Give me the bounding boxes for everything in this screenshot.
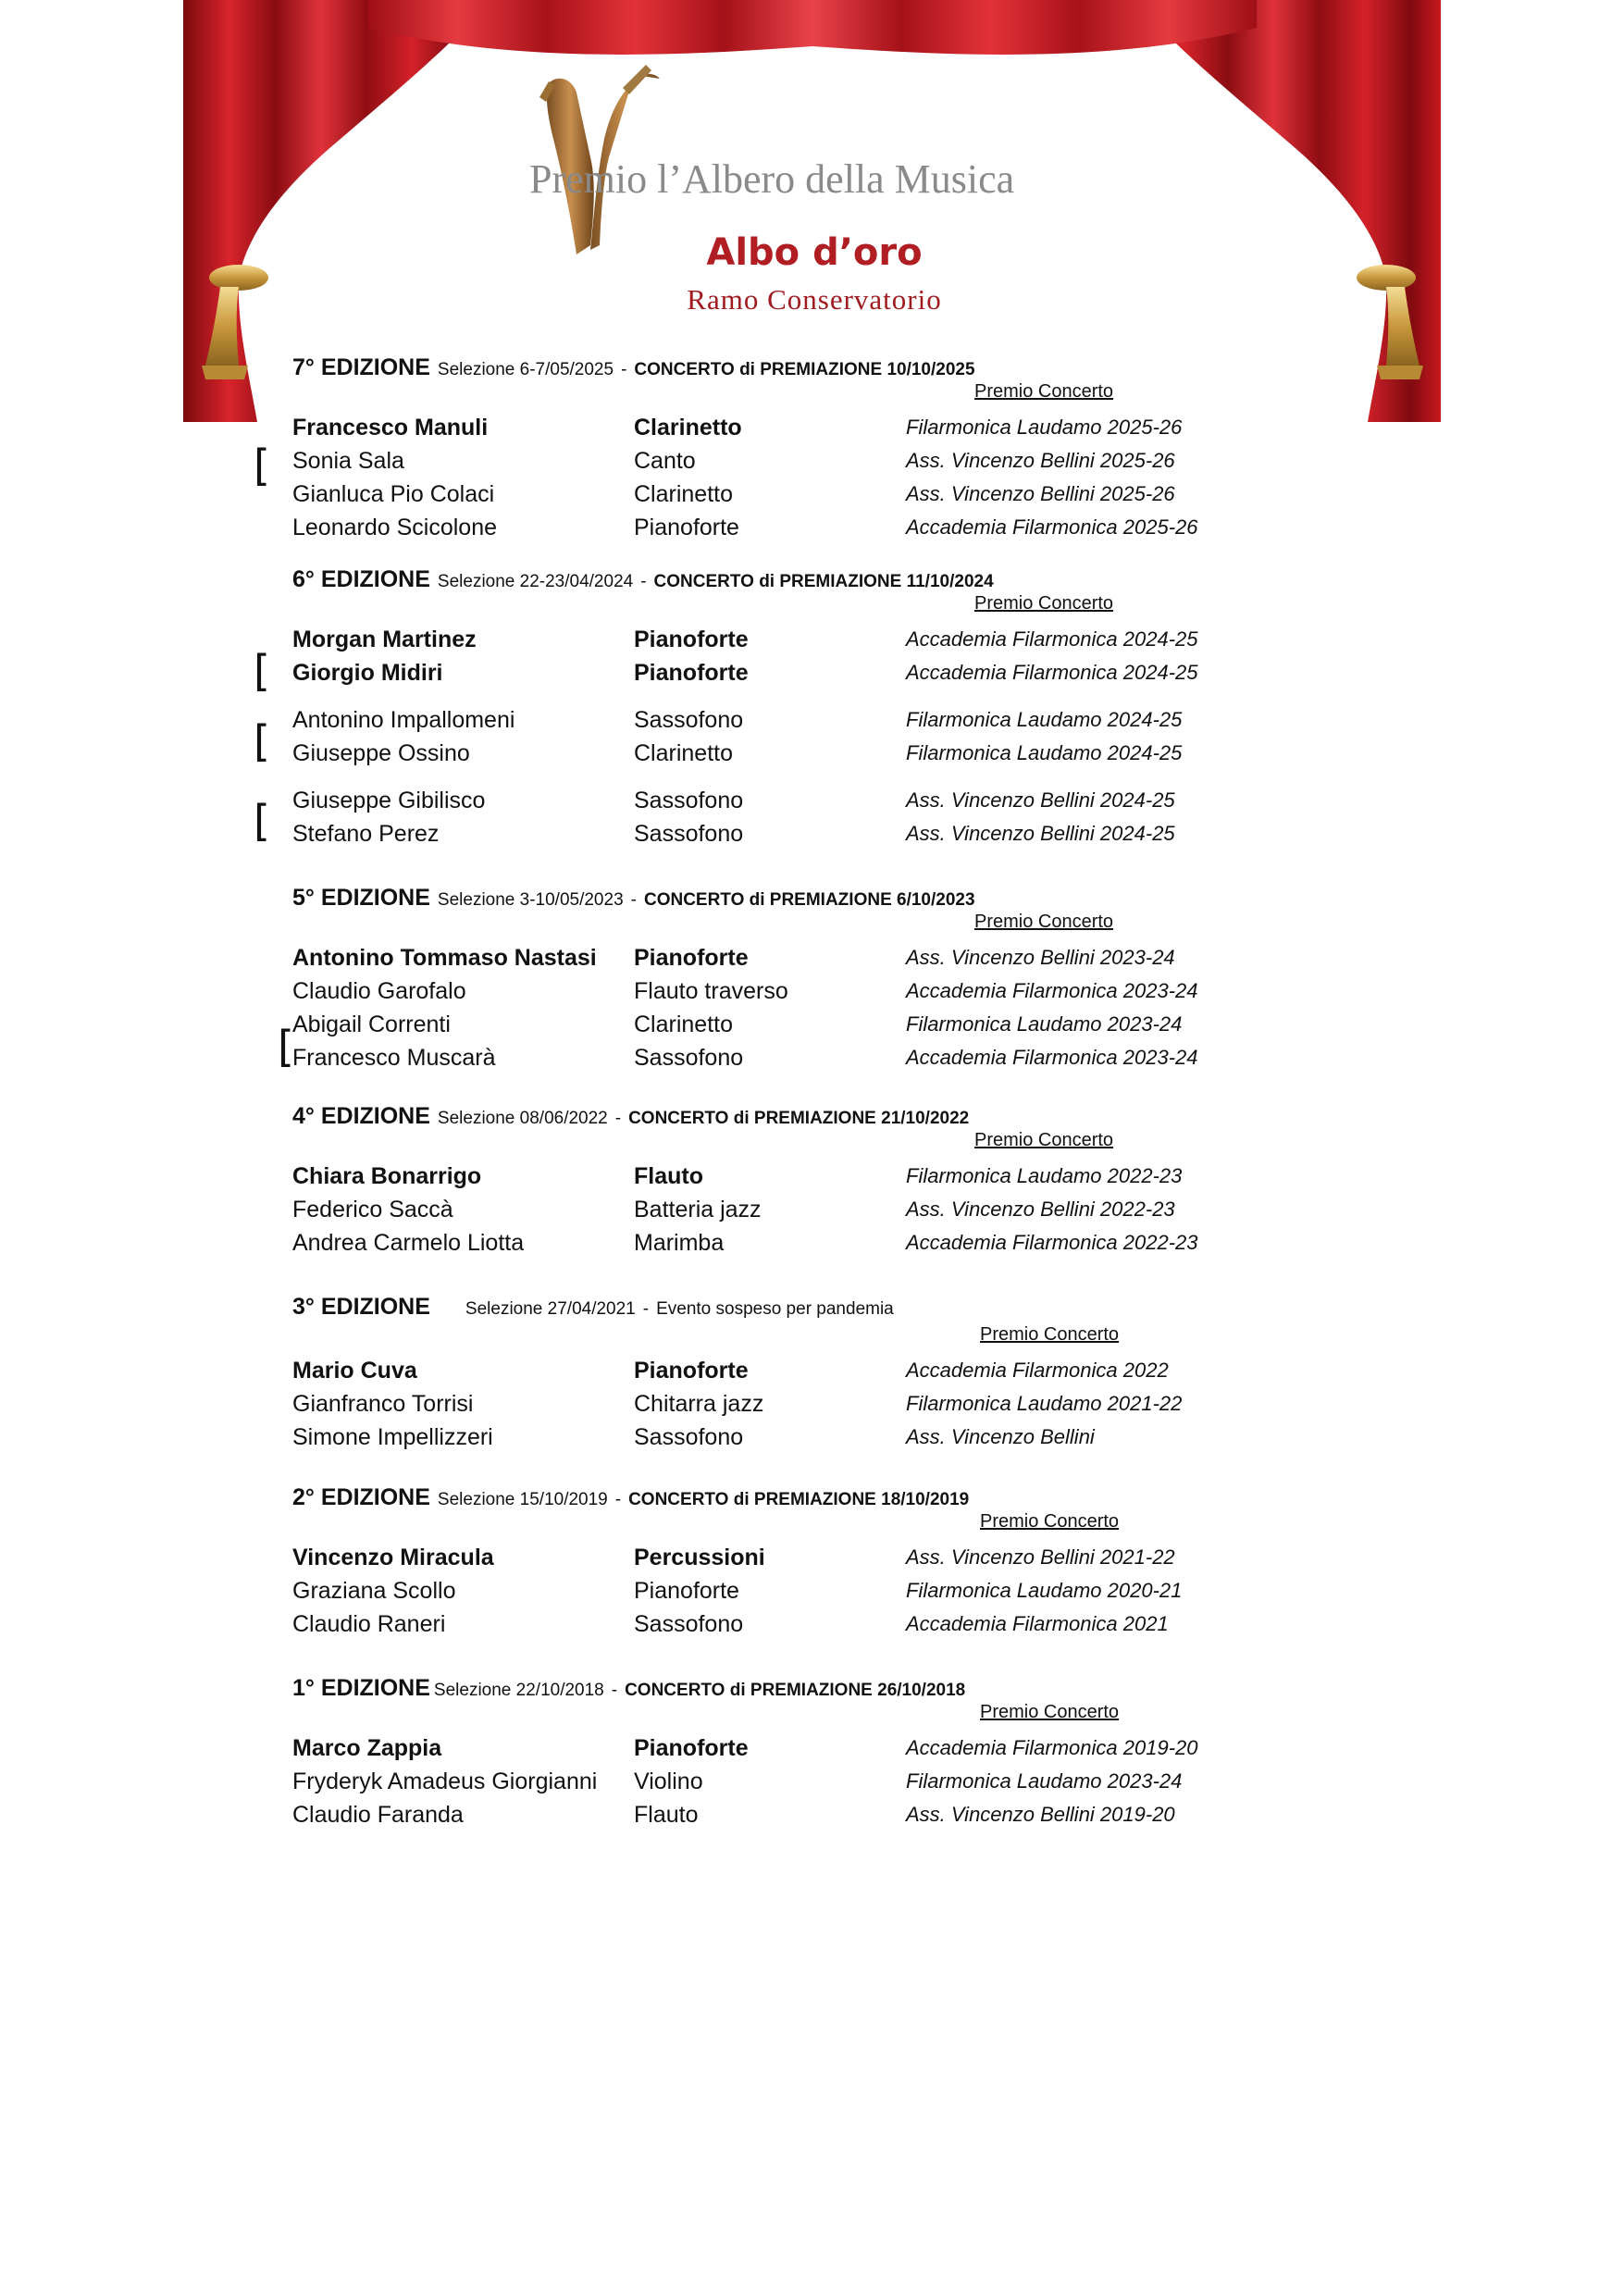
winner-row (292, 656, 1310, 689)
winner-instrument: Pianoforte (634, 945, 749, 971)
winner-prize: Ass. Vincenzo Bellini 2022-23 (906, 1198, 1175, 1221)
selection-date: Selezione 22/10/2018 (433, 1681, 604, 1700)
edition-header (292, 1674, 965, 1705)
winner-name: Francesco Manuli (292, 415, 489, 441)
winner-row (292, 511, 1310, 544)
winner-prize: Accademia Filarmonica 2023-24 (906, 1046, 1198, 1069)
winner-instrument: Flauto traverso (634, 978, 788, 1004)
winner-row (292, 1041, 1310, 1074)
winner-instrument: Flauto (634, 1802, 699, 1828)
winner-name: Gianfranco Torrisi (292, 1391, 474, 1417)
edition-header (292, 1483, 969, 1514)
winner-row (292, 1160, 1310, 1193)
winner-instrument: Chitarra jazz (634, 1391, 764, 1417)
winner-instrument: Clarinetto (634, 415, 742, 441)
premio-concerto-label: Premio Concerto (974, 381, 1114, 402)
winner-name: Antonino Tommaso Nastasi (292, 945, 597, 971)
winner-prize: Accademia Filarmonica 2019-20 (906, 1736, 1198, 1759)
winner-name: Giuseppe Gibilisco (292, 788, 486, 813)
winner-name: Gianluca Pio Colaci (292, 481, 495, 507)
winner-name: Abigail Correnti (292, 1011, 451, 1037)
winner-name: Claudio Garofalo (292, 978, 466, 1004)
edition-header (292, 884, 975, 914)
winner-prize: Accademia Filarmonica 2024-25 (906, 661, 1198, 684)
page-title: Albo d’oro (706, 231, 923, 274)
winner-name: Claudio Raneri (292, 1611, 446, 1637)
premio-concerto-label: Premio Concerto (980, 1324, 1120, 1345)
premio-concerto-label: Premio Concerto (980, 1511, 1120, 1532)
premio-concerto-label: Premio Concerto (974, 1130, 1114, 1150)
winner-prize: Filarmonica Laudamo 2024-25 (906, 708, 1183, 731)
winner-name: Fryderyk Amadeus Giorgianni (292, 1769, 598, 1794)
edition-label: 5° EDIZIONE (292, 885, 430, 911)
winner-instrument: Pianoforte (634, 1735, 749, 1761)
concert-date: CONCERTO di PREMIAZIONE 26/10/2018 (625, 1681, 966, 1700)
winner-instrument: Sassofono (634, 1611, 744, 1637)
winner-prize: Accademia Filarmonica 2021 (906, 1612, 1169, 1635)
selection-date: Selezione 6-7/05/2025 (437, 360, 614, 379)
bracket-mark: [ (254, 716, 270, 766)
winner-prize: Filarmonica Laudamo 2025-26 (906, 416, 1183, 439)
edition-label: 1° EDIZIONE (292, 1675, 430, 1701)
winner-prize: Filarmonica Laudamo 2023-24 (906, 1769, 1183, 1793)
winner-name: Chiara Bonarrigo (292, 1163, 482, 1189)
winner-row (292, 1193, 1310, 1226)
winner-name: Antonino Impallomeni (292, 707, 515, 733)
winner-name: Andrea Carmelo Liotta (292, 1230, 525, 1256)
winner-prize: Ass. Vincenzo Bellini 2025-26 (906, 482, 1175, 505)
winner-prize: Filarmonica Laudamo 2021-22 (906, 1392, 1183, 1415)
premio-concerto-label: Premio Concerto (974, 593, 1114, 614)
bracket-mark: [ (254, 796, 270, 846)
concert-date: CONCERTO di PREMIAZIONE 21/10/2022 (628, 1109, 970, 1128)
winner-instrument: Pianoforte (634, 1578, 739, 1604)
winner-name: Vincenzo Miracula (292, 1545, 494, 1570)
winner-row (292, 817, 1310, 850)
winner-name: Stefano Perez (292, 821, 440, 847)
logo-text: Premio l’Albero della Musica (529, 156, 1015, 202)
winner-name: Claudio Faranda (292, 1802, 464, 1828)
winner-prize: Ass. Vincenzo Bellini 2024-25 (906, 788, 1175, 812)
winner-prize: Ass. Vincenzo Bellini 2023-24 (906, 946, 1175, 969)
edition-header (292, 354, 975, 384)
winner-name: Leonardo Scicolone (292, 515, 497, 540)
winner-instrument: Batteria jazz (634, 1197, 762, 1222)
winner-prize: Ass. Vincenzo Bellini 2021-22 (906, 1545, 1175, 1569)
concert-date: CONCERTO di PREMIAZIONE 6/10/2023 (643, 890, 975, 910)
winner-name: Simone Impellizzeri (292, 1424, 493, 1450)
winner-prize: Ass. Vincenzo Bellini 2025-26 (906, 449, 1175, 472)
winner-instrument: Canto (634, 448, 696, 474)
winner-prize: Accademia Filarmonica 2022 (906, 1359, 1169, 1382)
winner-row (292, 1008, 1310, 1041)
winner-name: Morgan Martinez (292, 627, 477, 652)
winner-row (292, 1574, 1310, 1607)
winner-name: Giorgio Midiri (292, 660, 443, 686)
winner-prize: Filarmonica Laudamo 2022-23 (906, 1164, 1183, 1187)
winner-instrument: Clarinetto (634, 1011, 733, 1037)
winner-row (292, 974, 1310, 1008)
winner-instrument: Pianoforte (634, 627, 749, 652)
winner-instrument: Sassofono (634, 1424, 744, 1450)
winner-prize: Accademia Filarmonica 2024-25 (906, 627, 1198, 651)
winner-row (292, 1798, 1310, 1831)
selection-date: Selezione 15/10/2019 (437, 1490, 608, 1509)
winner-row (292, 941, 1310, 974)
winner-prize: Accademia Filarmonica 2022-23 (906, 1231, 1198, 1254)
bracket-mark: [ (254, 646, 270, 696)
separator: - (611, 1681, 618, 1700)
winner-instrument: Violino (634, 1769, 703, 1794)
winner-name: Giuseppe Ossino (292, 740, 470, 766)
winner-name: Federico Saccà (292, 1197, 453, 1222)
edition-label: 2° EDIZIONE (292, 1484, 430, 1510)
winner-instrument: Pianoforte (634, 515, 739, 540)
concert-note: Evento sospeso per pandemia (656, 1299, 894, 1319)
winner-name: Graziana Scollo (292, 1578, 456, 1604)
winner-row (292, 478, 1310, 511)
edition-label: 3° EDIZIONE (292, 1294, 430, 1320)
premio-concerto-label: Premio Concerto (974, 912, 1114, 932)
winner-prize: Ass. Vincenzo Bellini 2024-25 (906, 822, 1175, 845)
winner-row (292, 703, 1310, 737)
winner-row (292, 784, 1310, 817)
winner-row (292, 1354, 1310, 1387)
bracket-mark: [ (278, 1022, 294, 1072)
winner-prize: Ass. Vincenzo Bellini (906, 1425, 1095, 1448)
winner-row (292, 1765, 1310, 1798)
winner-instrument: Pianoforte (634, 1358, 749, 1384)
separator: - (642, 1299, 650, 1319)
edition-header (292, 565, 994, 596)
winner-instrument: Sassofono (634, 1045, 744, 1071)
winner-instrument: Sassofono (634, 788, 744, 813)
winner-name: Mario Cuva (292, 1358, 417, 1384)
separator: - (614, 1490, 622, 1509)
winner-row (292, 411, 1310, 444)
winner-row (292, 444, 1310, 478)
winner-prize: Filarmonica Laudamo 2023-24 (906, 1012, 1183, 1036)
edition-header (292, 1102, 969, 1133)
winner-name: Francesco Muscarà (292, 1045, 496, 1071)
winner-instrument: Clarinetto (634, 740, 733, 766)
winner-instrument: Marimba (634, 1230, 725, 1256)
winner-row (292, 1387, 1310, 1421)
edition-label: 7° EDIZIONE (292, 354, 430, 380)
edition-header (292, 1293, 894, 1323)
page-subtitle: Ramo Conservatorio (687, 283, 942, 316)
selection-date: Selezione 08/06/2022 (437, 1109, 608, 1128)
edition-label: 6° EDIZIONE (292, 566, 430, 592)
winner-prize: Ass. Vincenzo Bellini 2019-20 (906, 1803, 1175, 1826)
bracket-mark: [ (254, 441, 270, 490)
winner-instrument: Pianoforte (634, 660, 749, 686)
winner-row (292, 1226, 1310, 1260)
winner-row (292, 1541, 1310, 1574)
winner-instrument: Sassofono (634, 821, 744, 847)
winner-instrument: Percussioni (634, 1545, 765, 1570)
separator: - (630, 890, 637, 910)
separator: - (614, 1109, 622, 1128)
edition-label: 4° EDIZIONE (292, 1103, 430, 1129)
winner-instrument: Clarinetto (634, 481, 733, 507)
winner-row (292, 1421, 1310, 1454)
winner-prize: Accademia Filarmonica 2023-24 (906, 979, 1198, 1002)
winner-row (292, 1607, 1310, 1641)
winner-instrument: Flauto (634, 1163, 703, 1189)
selection-date: Selezione 22-23/04/2024 (437, 572, 634, 591)
winner-name: Marco Zappia (292, 1735, 442, 1761)
concert-date: CONCERTO di PREMIAZIONE 18/10/2019 (628, 1490, 970, 1509)
winner-prize: Filarmonica Laudamo 2024-25 (906, 741, 1183, 764)
winner-row (292, 1731, 1310, 1765)
separator: - (640, 572, 647, 591)
concert-date: CONCERTO di PREMIAZIONE 11/10/2024 (653, 572, 994, 591)
winner-instrument: Sassofono (634, 707, 744, 733)
selection-date: Selezione 27/04/2021 (465, 1299, 636, 1319)
winner-prize: Accademia Filarmonica 2025-26 (906, 515, 1198, 539)
separator: - (621, 360, 627, 379)
winner-prize: Filarmonica Laudamo 2020-21 (906, 1579, 1183, 1602)
premio-concerto-label: Premio Concerto (980, 1702, 1120, 1722)
selection-date: Selezione 3-10/05/2023 (437, 890, 624, 910)
concert-date: CONCERTO di PREMIAZIONE 10/10/2025 (634, 360, 975, 379)
winner-name: Sonia Sala (292, 448, 404, 474)
winner-row (292, 623, 1310, 656)
winner-row (292, 737, 1310, 770)
